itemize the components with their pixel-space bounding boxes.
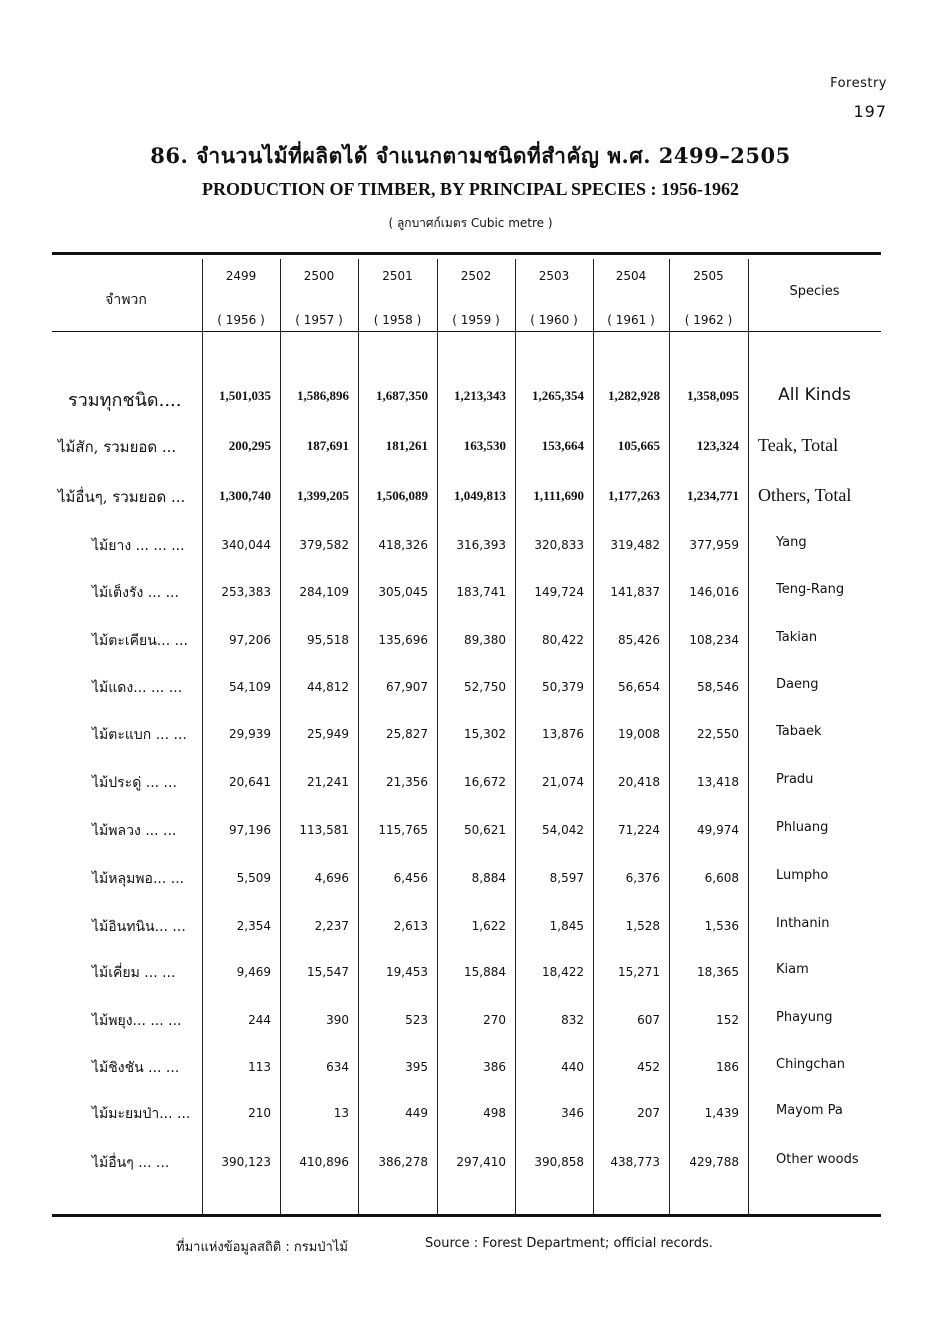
table-cell: 1,358,095 bbox=[687, 388, 739, 403]
table-cell: 21,241 bbox=[307, 775, 349, 789]
row-label-english: Teng-Rang bbox=[776, 582, 845, 597]
table-cell: 1,536 bbox=[704, 919, 739, 933]
table-cell: 183,741 bbox=[456, 585, 506, 599]
table-cell: 13,876 bbox=[542, 727, 584, 741]
table-row bbox=[0, 1152, 941, 1176]
year-ad: ( 1957 ) bbox=[295, 313, 343, 327]
table-cell: 379,582 bbox=[299, 538, 349, 552]
species-header: Species bbox=[789, 284, 840, 299]
table-row bbox=[0, 435, 941, 459]
table-cell: 29,939 bbox=[229, 727, 271, 741]
table-cell: 44,812 bbox=[307, 680, 349, 694]
table-cell: 20,641 bbox=[229, 775, 271, 789]
table-cell: 18,422 bbox=[542, 965, 584, 979]
year-be: 2503 bbox=[538, 269, 570, 283]
table-title-english: PRODUCTION OF TIMBER, BY PRINCIPAL SPECIES : 1956-1962 bbox=[201, 179, 740, 199]
table-cell: 97,196 bbox=[229, 823, 271, 837]
year-be: 2501 bbox=[382, 269, 413, 283]
year-be: 2505 bbox=[693, 269, 724, 283]
year-be: 2500 bbox=[303, 269, 335, 283]
table-cell: 18,365 bbox=[697, 965, 739, 979]
table-cell: 21,356 bbox=[386, 775, 428, 789]
table-cell: 105,665 bbox=[617, 438, 660, 453]
table-cell: 141,837 bbox=[610, 585, 660, 599]
row-label-english: Yang bbox=[776, 535, 807, 550]
table-cell: 440 bbox=[561, 1060, 584, 1074]
top-rule bbox=[52, 252, 881, 255]
table-cell: 15,302 bbox=[464, 727, 506, 741]
table-cell: 97,206 bbox=[229, 633, 271, 647]
row-label-thai: ไม้เคี่ยม ... ... bbox=[92, 965, 176, 981]
table-cell: 113 bbox=[248, 1060, 271, 1074]
table-cell: 20,418 bbox=[618, 775, 660, 789]
year-ad: ( 1962 ) bbox=[684, 313, 733, 327]
table-cell: 15,271 bbox=[618, 965, 660, 979]
row-label-thai: รวมทุกชนิด.... bbox=[68, 390, 182, 411]
table-cell: 8,884 bbox=[471, 871, 506, 885]
table-row bbox=[0, 962, 941, 986]
table-cell: 22,550 bbox=[697, 727, 739, 741]
table-cell: 2,237 bbox=[314, 919, 349, 933]
table-cell: 16,672 bbox=[464, 775, 506, 789]
table-cell: 1,622 bbox=[471, 919, 506, 933]
table-cell: 346 bbox=[561, 1106, 584, 1120]
table-cell: 186 bbox=[716, 1060, 739, 1074]
table-cell: 452 bbox=[637, 1060, 660, 1074]
table-cell: 253,383 bbox=[221, 585, 271, 599]
table-cell: 5,509 bbox=[236, 871, 271, 885]
table-row bbox=[0, 916, 941, 940]
row-label-english: Tabaek bbox=[776, 724, 822, 739]
table-row bbox=[0, 724, 941, 748]
row-label-thai: ไม้เต็งรัง ... ... bbox=[92, 585, 179, 601]
table-row bbox=[0, 677, 941, 701]
row-label-english: Teak, Total bbox=[758, 435, 839, 455]
row-label-english: Mayom Pa bbox=[776, 1103, 843, 1118]
table-cell: 320,833 bbox=[534, 538, 584, 552]
row-label-english: Daeng bbox=[776, 677, 819, 692]
row-label-thai: ไม้อื่นๆ, รวมยอด ... bbox=[58, 488, 186, 506]
table-cell: 438,773 bbox=[610, 1155, 660, 1169]
table-cell: 85,426 bbox=[618, 633, 660, 647]
table-cell: 395 bbox=[405, 1060, 428, 1074]
table-cell: 153,664 bbox=[541, 438, 584, 453]
table-cell: 187,691 bbox=[306, 438, 349, 453]
row-label-thai: ไม้แดง... ... ... bbox=[92, 680, 183, 696]
table-cell: 123,324 bbox=[696, 438, 739, 453]
table-cell: 390,858 bbox=[534, 1155, 584, 1169]
year-ad: ( 1961 ) bbox=[607, 313, 655, 327]
row-label-thai: ไม้อินทนิน... ... bbox=[92, 919, 186, 935]
row-label-english: Lumpho bbox=[776, 868, 829, 883]
year-ad: ( 1959 ) bbox=[452, 313, 500, 327]
table-row bbox=[0, 485, 941, 509]
table-cell: 67,907 bbox=[386, 680, 428, 694]
header-rule bbox=[52, 331, 881, 332]
unit-label: ( ลูกบาศก์เมตร Cubic metre ) bbox=[388, 216, 553, 230]
year-be: 2499 bbox=[225, 269, 257, 283]
page-number: 197 bbox=[853, 102, 887, 121]
table-cell: 115,765 bbox=[378, 823, 428, 837]
table-cell: 1,845 bbox=[549, 919, 584, 933]
table-cell: 200,295 bbox=[228, 438, 271, 453]
section-label: Forestry bbox=[830, 76, 887, 91]
year-ad: ( 1958 ) bbox=[373, 313, 422, 327]
table-cell: 305,045 bbox=[378, 585, 428, 599]
row-label-thai: ไม้ตะเคียน... ... bbox=[92, 633, 188, 649]
table-cell: 6,608 bbox=[704, 871, 739, 885]
table-cell: 181,261 bbox=[385, 438, 428, 453]
table-cell: 146,016 bbox=[689, 585, 739, 599]
table-row bbox=[0, 1103, 941, 1127]
table-row bbox=[0, 385, 941, 409]
table-cell: 15,547 bbox=[307, 965, 349, 979]
table-cell: 6,456 bbox=[393, 871, 428, 885]
table-cell: 390 bbox=[326, 1013, 349, 1027]
table-row bbox=[0, 630, 941, 654]
table-cell: 89,380 bbox=[464, 633, 506, 647]
row-label-thai: ไม้สัก, รวมยอด ... bbox=[58, 438, 177, 456]
table-cell: 207 bbox=[637, 1106, 660, 1120]
table-cell: 149,724 bbox=[534, 585, 584, 599]
table-cell: 1,265,354 bbox=[532, 388, 584, 403]
row-label-thai: ไม้ชิงชัน ... ... bbox=[92, 1060, 180, 1076]
table-cell: 25,949 bbox=[307, 727, 349, 741]
table-cell: 498 bbox=[483, 1106, 506, 1120]
row-label-english: Takian bbox=[776, 630, 818, 645]
table-cell: 244 bbox=[248, 1013, 271, 1027]
table-cell: 1,439 bbox=[704, 1106, 739, 1120]
table-cell: 429,788 bbox=[689, 1155, 739, 1169]
year-be: 2502 bbox=[460, 269, 492, 283]
source-note-thai: ที่มาแห่งข้อมูลสถิติ : กรมป่าไม้ bbox=[176, 1240, 348, 1255]
table-cell: 386,278 bbox=[378, 1155, 428, 1169]
row-label-thai: ไม้พลวง ... ... bbox=[92, 823, 177, 839]
table-cell: 50,621 bbox=[464, 823, 506, 837]
row-label-english: Others, Total bbox=[758, 485, 852, 505]
table-cell: 1,300,740 bbox=[219, 488, 271, 503]
table-cell: 21,074 bbox=[542, 775, 584, 789]
table-cell: 1,528 bbox=[625, 919, 660, 933]
table-cell: 634 bbox=[326, 1060, 349, 1074]
row-label-english: Chingchan bbox=[776, 1057, 846, 1072]
table-cell: 95,518 bbox=[307, 633, 349, 647]
table-cell: 54,042 bbox=[542, 823, 584, 837]
table-cell: 113,581 bbox=[299, 823, 349, 837]
table-cell: 108,234 bbox=[689, 633, 739, 647]
row-label-english: All Kinds bbox=[778, 385, 851, 405]
year-ad: ( 1956 ) bbox=[217, 313, 265, 327]
row-label-english: Other woods bbox=[776, 1152, 859, 1167]
table-cell: 210 bbox=[248, 1106, 271, 1120]
table-cell: 377,959 bbox=[689, 538, 739, 552]
table-cell: 270 bbox=[483, 1013, 506, 1027]
row-label-thai: ไม้หลุมพอ... ... bbox=[92, 871, 185, 887]
table-cell: 319,482 bbox=[610, 538, 660, 552]
table-cell: 49,974 bbox=[697, 823, 739, 837]
table-cell: 1,506,089 bbox=[376, 488, 428, 503]
table-cell: 418,326 bbox=[378, 538, 428, 552]
table-cell: 390,123 bbox=[221, 1155, 271, 1169]
table-row bbox=[0, 582, 941, 606]
table-cell: 316,393 bbox=[456, 538, 506, 552]
table-row bbox=[0, 1057, 941, 1081]
table-cell: 1,177,263 bbox=[608, 488, 660, 503]
table-cell: 25,827 bbox=[386, 727, 428, 741]
table-cell: 71,224 bbox=[618, 823, 660, 837]
table-cell: 6,376 bbox=[625, 871, 660, 885]
table-cell: 152 bbox=[716, 1013, 739, 1027]
table-row bbox=[0, 772, 941, 796]
table-cell: 284,109 bbox=[299, 585, 349, 599]
year-ad: ( 1960 ) bbox=[530, 313, 578, 327]
table-cell: 56,654 bbox=[618, 680, 660, 694]
table-row bbox=[0, 820, 941, 844]
table-cell: 607 bbox=[637, 1013, 660, 1027]
row-label-english: Phayung bbox=[776, 1010, 833, 1025]
table-cell: 1,501,035 bbox=[219, 388, 271, 403]
row-label-thai: ไม้มะยมป่า... ... bbox=[92, 1106, 191, 1122]
table-cell: 1,282,928 bbox=[608, 388, 660, 403]
table-cell: 523 bbox=[405, 1013, 428, 1027]
table-cell: 135,696 bbox=[378, 633, 428, 647]
table-cell: 1,234,771 bbox=[687, 488, 739, 503]
table-cell: 54,109 bbox=[229, 680, 271, 694]
table-cell: 1,049,813 bbox=[454, 488, 506, 503]
table-cell: 410,896 bbox=[299, 1155, 349, 1169]
table-cell: 340,044 bbox=[221, 538, 271, 552]
thai-category-header: จำพวก bbox=[105, 292, 147, 308]
table-cell: 1,399,205 bbox=[297, 488, 349, 503]
table-cell: 19,453 bbox=[386, 965, 428, 979]
table-cell: 386 bbox=[483, 1060, 506, 1074]
row-label-english: Kiam bbox=[776, 962, 809, 977]
year-be: 2504 bbox=[615, 269, 647, 283]
bottom-rule bbox=[52, 1214, 881, 1217]
row-label-thai: ไม้ยาง ... ... ... bbox=[92, 538, 185, 554]
table-cell: 15,884 bbox=[464, 965, 506, 979]
table-cell: 449 bbox=[405, 1106, 428, 1120]
table-row bbox=[0, 868, 941, 892]
table-cell: 2,354 bbox=[236, 919, 271, 933]
table-cell: 1,213,343 bbox=[454, 388, 506, 403]
table-cell: 52,750 bbox=[464, 680, 506, 694]
table-cell: 1,111,690 bbox=[533, 488, 584, 503]
table-cell: 13,418 bbox=[697, 775, 739, 789]
table-cell: 9,469 bbox=[236, 965, 271, 979]
row-label-english: Phluang bbox=[776, 820, 829, 835]
row-label-thai: ไม้ประดู่ ... ... bbox=[92, 775, 177, 791]
table-cell: 58,546 bbox=[697, 680, 739, 694]
table-cell: 2,613 bbox=[393, 919, 428, 933]
table-cell: 1,687,350 bbox=[376, 388, 428, 403]
table-row bbox=[0, 535, 941, 559]
table-cell: 832 bbox=[561, 1013, 584, 1027]
row-label-thai: ไม้พยุง... ... ... bbox=[92, 1013, 182, 1029]
table-cell: 163,530 bbox=[463, 438, 506, 453]
table-cell: 297,410 bbox=[456, 1155, 506, 1169]
table-cell: 50,379 bbox=[542, 680, 584, 694]
table-cell: 8,597 bbox=[549, 871, 584, 885]
table-cell: 1,586,896 bbox=[297, 388, 349, 403]
row-label-english: Pradu bbox=[776, 772, 814, 787]
table-title-thai: 86. จำนวนไม้ที่ผลิตได้ จำแนกตามชนิดที่สำคัญ พ.ศ. 2499–2505 bbox=[150, 143, 791, 168]
row-label-thai: ไม้อื่นๆ ... ... bbox=[92, 1155, 170, 1171]
table-cell: 19,008 bbox=[618, 727, 660, 741]
row-label-english: Inthanin bbox=[776, 916, 830, 931]
table-row bbox=[0, 1010, 941, 1034]
table-cell: 80,422 bbox=[542, 633, 584, 647]
table-cell: 13 bbox=[333, 1106, 349, 1120]
table-cell: 4,696 bbox=[314, 871, 349, 885]
row-label-thai: ไม้ตะแบก ... ... bbox=[92, 727, 187, 743]
source-note-english: Source : Forest Department; official records. bbox=[425, 1236, 713, 1251]
